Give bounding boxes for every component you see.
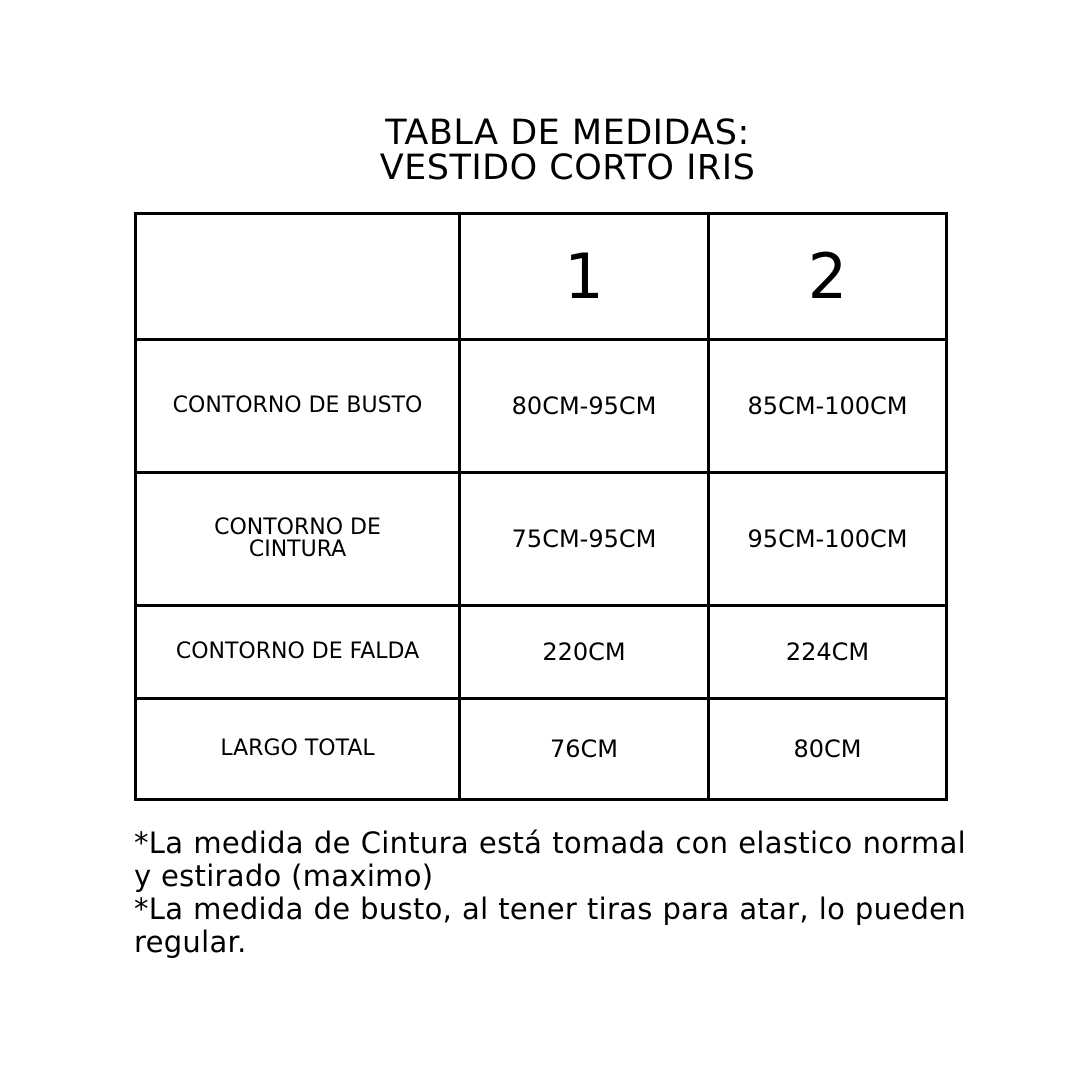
title-line-2: VESTIDO CORTO IRIS [379, 148, 756, 188]
value-cell [460, 473, 709, 606]
row-label-falda: CONTORNO DE FALDA [175, 639, 420, 664]
size-2-label: 2 [807, 239, 848, 313]
largo-size-2: 80CM [793, 735, 862, 763]
table-row [136, 340, 947, 473]
falda-size-2: 224CM [785, 638, 870, 666]
row-label-cintura: CONTORNO DE CINTURA [214, 515, 381, 562]
busto-size-2: 85CM-100CM [747, 392, 908, 420]
note-busto: *La medida de busto, al tener tiras para atar, lo pueden regular. [134, 892, 966, 959]
note-cintura: *La medida de Cintura está tomada con elastico normal y estirado (maximo) [134, 826, 966, 893]
value-cell [709, 699, 947, 800]
row-label-cell [136, 473, 460, 606]
value-cell [460, 699, 709, 800]
falda-size-1: 220CM [542, 638, 626, 666]
table-row [136, 699, 947, 800]
largo-size-1: 76CM [549, 735, 618, 763]
size-chart-table [134, 212, 948, 801]
row-label-cell [136, 340, 460, 473]
row-label-largo: LARGO TOTAL [220, 736, 375, 761]
cintura-size-1: 75CM-95CM [511, 525, 657, 553]
value-cell [709, 473, 947, 606]
value-cell [709, 340, 947, 473]
size-header-1 [460, 214, 709, 340]
table-row [136, 473, 947, 606]
size-header-2 [709, 214, 947, 340]
notes [134, 827, 966, 959]
title-line-1: TABLA DE MEDIDAS: [385, 113, 750, 153]
row-label-cell [136, 606, 460, 699]
table-header-row [136, 214, 947, 340]
size-1-label: 1 [564, 239, 604, 313]
row-label-cell [136, 699, 460, 800]
value-cell [709, 606, 947, 699]
value-cell [460, 340, 709, 473]
cintura-size-2: 95CM-100CM [747, 525, 908, 553]
table-row [136, 606, 947, 699]
empty-header-cell [136, 214, 460, 340]
row-label-busto: CONTORNO DE BUSTO [172, 393, 423, 418]
busto-size-1: 80CM-95CM [511, 392, 657, 420]
value-cell [460, 606, 709, 699]
